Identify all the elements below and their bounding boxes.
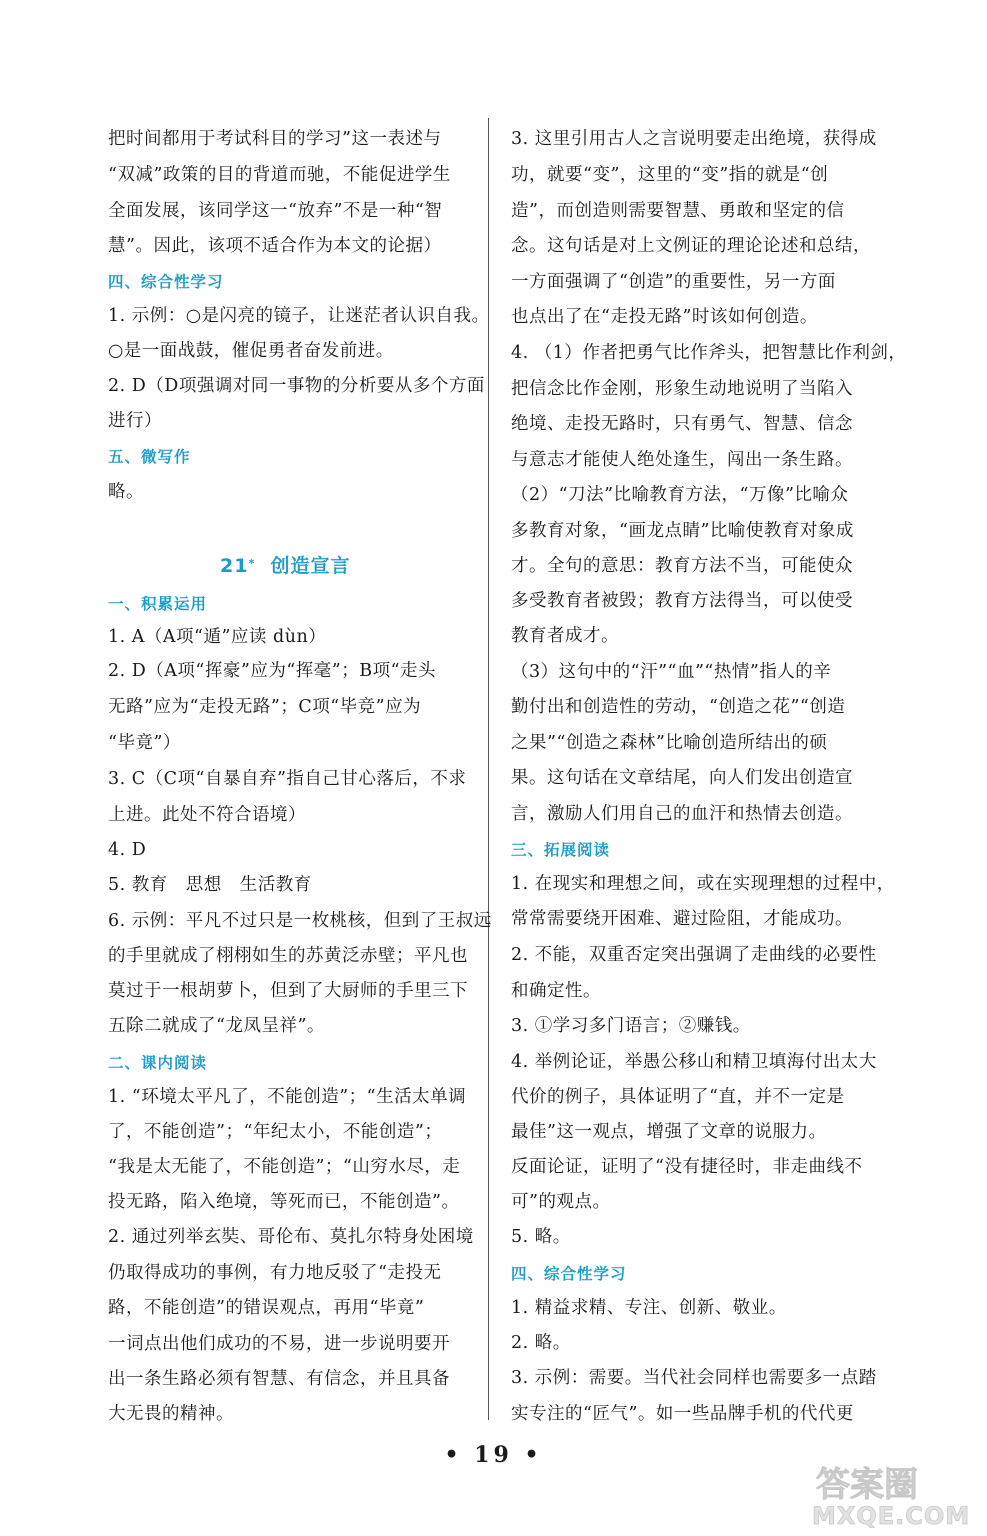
text-line: 全面发展，该同学这一“放弃”不是一种“智 (108, 201, 443, 221)
text-line: 投无路，陷入绝境，等死而已，不能创造”。 (108, 1192, 460, 1212)
text-line: 反面论证，证明了“没有捷径时，非走曲线不 (511, 1157, 863, 1177)
text-line: 3. 示例：需要。当代社会同样也需要多一点踏 (511, 1368, 877, 1388)
text-line: 5. 略。 (511, 1227, 571, 1247)
text-line: 念。这句话是对上文例证的理论论述和总结， (511, 236, 871, 256)
page-number: • 19 • (444, 1442, 543, 1468)
text-line: 可”的观点。 (511, 1192, 611, 1212)
section-heading: 四、综合性学习 (108, 273, 224, 291)
text-line: 多受教育者被毁；教育方法得当，可以使受 (511, 591, 853, 611)
text-line: 与意志才能使人绝处逢生，闯出一条生路。 (511, 450, 853, 470)
text-line: 2. D（D项强调对同一事物的分析要从多个方面 (108, 376, 485, 396)
text-line: 一方面强调了“创造”的重要性，另一方面 (511, 272, 836, 292)
text-line: 功，就要“变”，这里的“变”指的就是“创 (511, 165, 829, 185)
text-line: 言，激励人们用自己的血汗和热情去创造。 (511, 804, 853, 824)
text-line: 常常需要绕开困难、避过险阻，才能成功。 (511, 909, 853, 929)
text-line: “我是太无能了，不能创造”；“山穷水尽，走 (108, 1157, 461, 1177)
text-line: 把信念比作金刚，形象生动地说明了当陷入 (511, 379, 853, 399)
section-heading: 三、拓展阅读 (511, 841, 611, 859)
text-line: 1. “环境太平凡了，不能创造”；“生活太单调 (108, 1087, 467, 1107)
text-line: 2. 略。 (511, 1333, 571, 1353)
text-line: 也点出了在“走投无路”时该如何创造。 (511, 307, 818, 327)
text-line: 进行） (108, 411, 162, 431)
text-line: 无路”应为“走投无路”；C项“毕竞”应为 (108, 697, 422, 717)
text-line: 2. 不能，双重否定突出强调了走曲线的必要性 (511, 945, 877, 965)
text-line: “毕竟”） (108, 733, 181, 753)
section-heading: 四、综合性学习 (511, 1265, 627, 1283)
watermark-logo (802, 1458, 978, 1530)
text-line: 一词点出他们成功的不易，进一步说明要开 (108, 1334, 450, 1354)
text-line: “双减”政策的目的背道而驰，不能促进学生 (108, 165, 451, 185)
text-line: 勤付出和创造性的劳动，“创造之花”“创造 (511, 697, 846, 717)
text-line: 上进。此处不符合语境） (108, 805, 306, 825)
text-line: 慧”。因此，该项不适合作为本文的论据） (108, 236, 442, 256)
text-line: 五除二就成了“龙凤呈祥”。 (108, 1016, 325, 1036)
text-line: （3）这句中的“汗”“血”“热情”指人的辛 (511, 662, 832, 682)
section-heading: 一、积累运用 (108, 595, 208, 613)
watermark-line1: 答案圈 (816, 1465, 918, 1505)
text-line: 1. 精益求精、专注、创新、敬业。 (511, 1298, 787, 1318)
text-line: 多教育对象，“画龙点睛”比喻使教育对象成 (511, 521, 854, 541)
text-line: 4. （1）作者把勇气比作斧头，把智慧比作利剑， (511, 343, 907, 363)
lesson-number: 21 (220, 555, 249, 577)
text-line: 2. 通过列举玄奘、哥伦布、莫扎尔特身处困境 (108, 1227, 474, 1247)
text-line: 1. 在现实和理想之间，或在实现理想的过程中， (511, 874, 895, 894)
text-line: 2. D（A项“挥豪”应为“挥毫”；B项“走头 (108, 661, 437, 681)
text-line: 绝境、走投无路时，只有勇气、智慧、信念 (511, 414, 853, 434)
text-line: 的手里就成了栩栩如生的苏黄泛赤壁；平凡也 (108, 946, 468, 966)
lesson-mark: * (248, 557, 256, 570)
text-line: （2）“刀法”比喻教育方法，“万像”比喻众 (511, 485, 849, 505)
text-line: 造”，而创造则需要智慧、勇敢和坚定的信 (511, 201, 845, 221)
text-line: 才。全句的意思：教育方法不当，可能使众 (511, 556, 853, 576)
text-line: 1. A（A项“遁”应读 dùn） (108, 627, 327, 647)
text-line: 实专注的“匠气”。如一些品牌手机的代代更 (511, 1404, 854, 1424)
watermark-line2: MXQE.COM (812, 1502, 971, 1530)
text-line: 5. 教育 思想 生活教育 (108, 875, 312, 895)
text-line: 略。 (108, 482, 144, 502)
text-line: 出一条生路必须有智慧、有信念，并且具备 (108, 1369, 450, 1389)
text-line: 3. ①学习多门语言；②赚钱。 (511, 1016, 751, 1036)
text-line: 大无畏的精神。 (108, 1404, 234, 1424)
text-line: 代价的例子，具体证明了“直，并不一定是 (511, 1087, 845, 1107)
text-line: 教育者成才。 (511, 626, 619, 646)
text-line: 把时间都用于考试科目的学习”这一表述与 (108, 129, 442, 149)
text-line: 和确定性。 (511, 981, 601, 1001)
section-heading: 二、课内阅读 (108, 1054, 208, 1072)
lesson-name: 创造宣言 (270, 555, 351, 577)
text-line: 路，不能创造”的错误观点，再用“毕竟” (108, 1298, 425, 1318)
text-line: 1. 示例：○是闪亮的镜子，让迷茫者认识自我。 (108, 306, 490, 326)
text-line: ○是一面战鼓，催促勇者奋发前进。 (108, 341, 394, 361)
text-line: 莫过于一根胡萝卜，但到了大厨师的手里三下 (108, 981, 468, 1001)
text-line: 之果”“创造之森林”比喻创造所结出的硕 (511, 733, 828, 753)
section-heading: 五、微写作 (108, 448, 191, 466)
text-line: 了，不能创造”；“年纪太小，不能创造”； (108, 1122, 443, 1142)
text-line: 3. 这里引用古人之言说明要走出绝境，获得成 (511, 129, 877, 149)
text-line: 最佳”这一观点，增强了文章的说服力。 (511, 1122, 827, 1142)
lesson-title (220, 554, 350, 578)
text-line: 3. C（C项“自暴自弃”指自己甘心落后，不求 (108, 769, 467, 789)
text-line: 4. D (108, 840, 147, 860)
text-line: 6. 示例：平凡不过只是一枚桃核，但到了王叔远 (108, 911, 492, 931)
text-line: 4. 举例论证，举愚公移山和精卫填海付出太大 (511, 1052, 877, 1072)
text-line: 仍取得成功的事例，有力地反驳了“走投无 (108, 1263, 442, 1283)
text-line: 果。这句话在文章结尾，向人们发出创造宣 (511, 768, 853, 788)
